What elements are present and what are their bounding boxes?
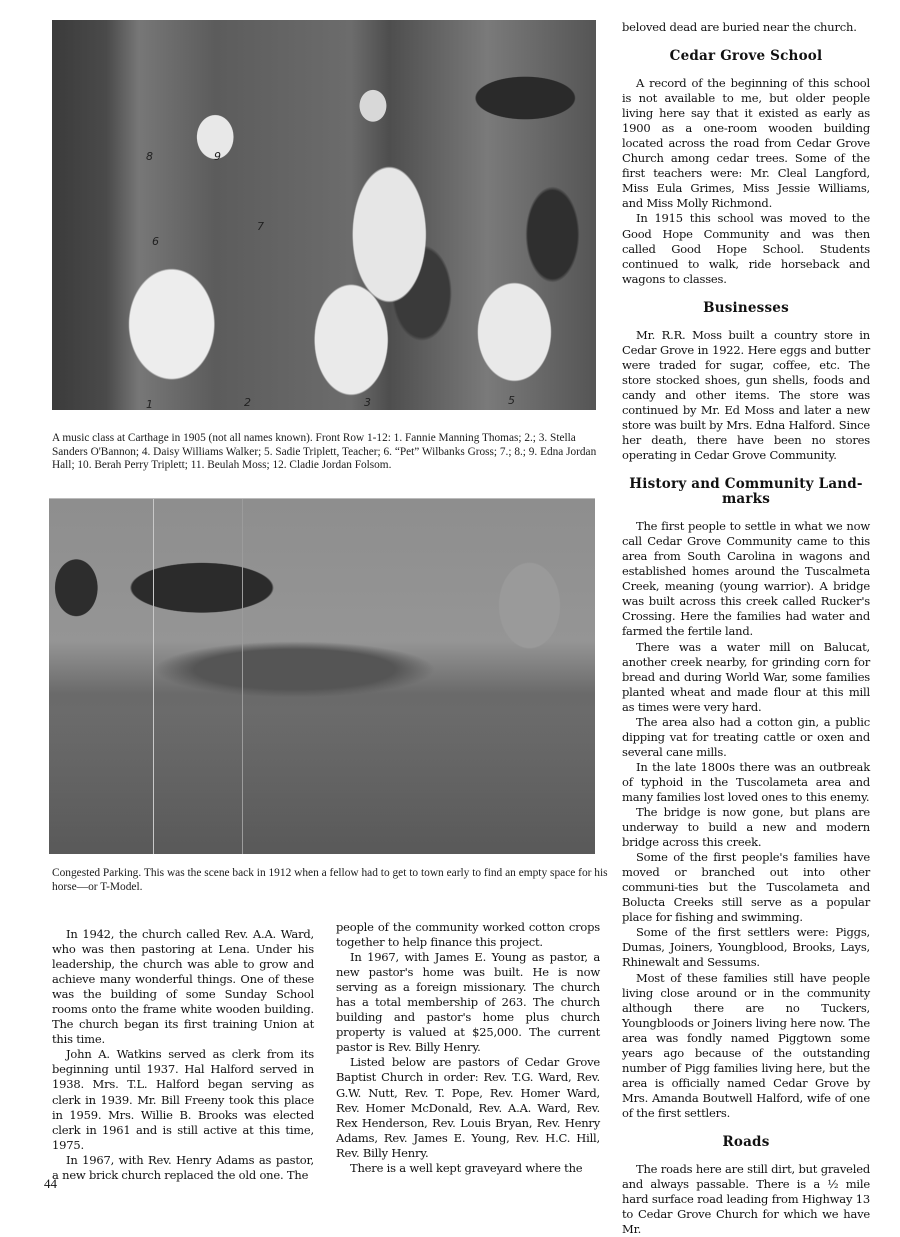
photo-label-1: 1: [146, 398, 153, 411]
paragraph: people of the community worked cotton crops together to help finance this project.: [336, 920, 600, 950]
section-heading-roads: Roads: [722, 1134, 770, 1150]
right-text-column: [622, 20, 870, 1237]
middle-text-column: [336, 920, 600, 1176]
paragraph: John A. Watkins served as clerk from its beginning until 1937. Hal Halford served in 1938. Mrs. T.L. Halford began serving as clerk in 1939. Mr. Bill Freeny took this place in 1959. Mrs. Willie B. Brooks was elected clerk in 1961 and is still active at this time, 1975.: [52, 1047, 314, 1152]
paragraph: beloved dead are buried near the church.: [622, 20, 857, 34]
paragraph: The roads here are still dirt, but graveled and always passable. There is a ½ mile hard surface road leading from Highway 13 to Cedar Grove Church for which we have Mr.: [622, 1162, 870, 1237]
paragraph: There was a water mill on Balucat, another creek nearby, for grinding corn for bread and during World War, some families planted wheat and made flour at this mill as times were very hard.: [622, 639, 870, 714]
photo-fold-line: [242, 499, 243, 854]
paragraph: In 1915 this school was moved to the Good Hope Community and was then called Good Hope School. Students continued to walk, ride horseback and wagons to classes.: [622, 211, 870, 286]
paragraph: The area also had a cotton gin, a public dipping vat for treating cattle or oxen and several cane mills.: [622, 714, 870, 759]
photo-label-3: 3: [364, 396, 371, 409]
street-scene-photo: [49, 498, 595, 854]
left-text-column: [52, 927, 314, 1183]
photo-label-2: 2: [244, 396, 251, 409]
music-class-caption: A music class at Carthage in 1905 (not all names known). Front Row 1-12: 1. Fannie Manning Thomas; 2.; 3. Stella Sanders O'Bannon; 4. Daisy Williams Walker; 5. Sadie Triplett, Teacher; 6. “Pet” Wilbanks Gross; 7.; 8.; 9. Edna Jordan Hall; 10. Berah Perry Triplett; 11. Beulah Moss; 12. Cladie Jordan Folsom.: [52, 432, 597, 471]
section-heading-cedar-grove-school: Cedar Grove School: [669, 48, 823, 65]
paragraph: A record of the beginning of this school is not available to me, but older people living here say that it existed as early as 1900 as a one-room wooden building located across the road from Cedar Grove Church among cedar trees. Some of the first teachers were: Mr. Cleal Langford, Miss Eula Grimes, Miss Jessie Williams, and Miss Molly Richmond.: [622, 76, 870, 211]
paragraph: Some of the first settlers were: Piggs, Dumas, Joiners, Youngblood, Brooks, Lays, Rhinewalt and Sessums.: [622, 925, 870, 970]
paragraph: The bridge is now gone, but plans are underway to build a new and modern bridge across this creek.: [622, 805, 870, 850]
paragraph: Listed below are pastors of Cedar Grove Baptist Church in order: Rev. T.G. Ward, Rev. G.W. Nutt, Rev. T. Pope, Rev. Homer Ward, Rev. Homer McDonald, Rev. A.A. Ward, Rev. Rex Henderson, Rev. Louis Bryan, Rev. Henry Adams, Rev. James E. Young, Rev. H.C. Hill, Rev. Billy Henry.: [336, 1055, 600, 1160]
paragraph: Mr. R.R. Moss built a country store in Cedar Grove in 1922. Here eggs and butter were traded for sugar, coffee, etc. The store stocked shoes, gun shells, foods and candy and other items. The store was continued by Mr. Ed Moss and later a new store was built by Mrs. Edna Halford. Since her death, there have been no stores operating in Cedar Grove Community.: [622, 327, 870, 463]
photo-label-6: 6: [152, 235, 159, 248]
section-heading-businesses: Businesses: [703, 299, 789, 316]
photo-label-7: 7: [257, 220, 264, 233]
paragraph: The first people to settle in what we now call Cedar Grove Community came to this area from South Carolina in wagons and established homes around the Tuscalmeta Creek, meaning (young warrior). A bridge was built across this creek called Rucker's Crossing. Here the families had water and farmed the fertile land.: [622, 519, 870, 639]
street-scene-caption: Congested Parking. This was the scene back in 1912 when a fellow had to get to town early to find an empty space for his horse—or T-Model.: [52, 867, 608, 893]
photo-label-9: 9: [214, 150, 221, 163]
paragraph: Most of these families still have people living close around or in the community although there are no Tuckers, Youngbloods or Joiners living here now. The area was fondly named Piggtown some years ago because of the outstanding number of Pigg families living here, but the area is officially named Cedar Grove by Mrs. Amanda Boutwell Halford, wife of one of the first settlers.: [622, 970, 870, 1120]
page-number: 44: [44, 1176, 57, 1191]
photo-label-5: 5: [508, 394, 515, 407]
paragraph: In the late 1800s there was an outbreak of typhoid in the Tuscolameta area and many families lost loved ones to this enemy.: [622, 759, 870, 804]
paragraph: In 1967, with James E. Young as pastor, a new pastor's home was built. He is now serving as a foreign missionary. The church has a total membership of 263. The church building and pastor's home plus church property is valued at $25,000. The current pastor is Rev. Billy Henry.: [336, 950, 600, 1055]
paragraph: In 1942, the church called Rev. A.A. Ward, who was then pastoring at Lena. Under his leadership, the church was able to grow and achieve many wonderful things. One of these was the building of some Sunday School rooms onto the frame white wooden building. The church began its first training Union at this time.: [52, 927, 314, 1047]
photo-label-8: 8: [146, 150, 153, 163]
paragraph: In 1967, with Rev. Henry Adams as pastor, a new brick church replaced the old one. The: [52, 1152, 314, 1182]
section-heading-history-landmarks: History and Community Land-marks: [629, 476, 863, 508]
paragraph: There is a well kept graveyard where the: [350, 1160, 583, 1175]
music-class-photo: [52, 20, 596, 410]
paragraph: Some of the first people's families have moved or branched out into other communi-ties but the Tuscolameta and Bolucta Creeks still serve as a popular place for fishing and swimming.: [622, 850, 870, 925]
photo-fold-line: [153, 499, 154, 854]
